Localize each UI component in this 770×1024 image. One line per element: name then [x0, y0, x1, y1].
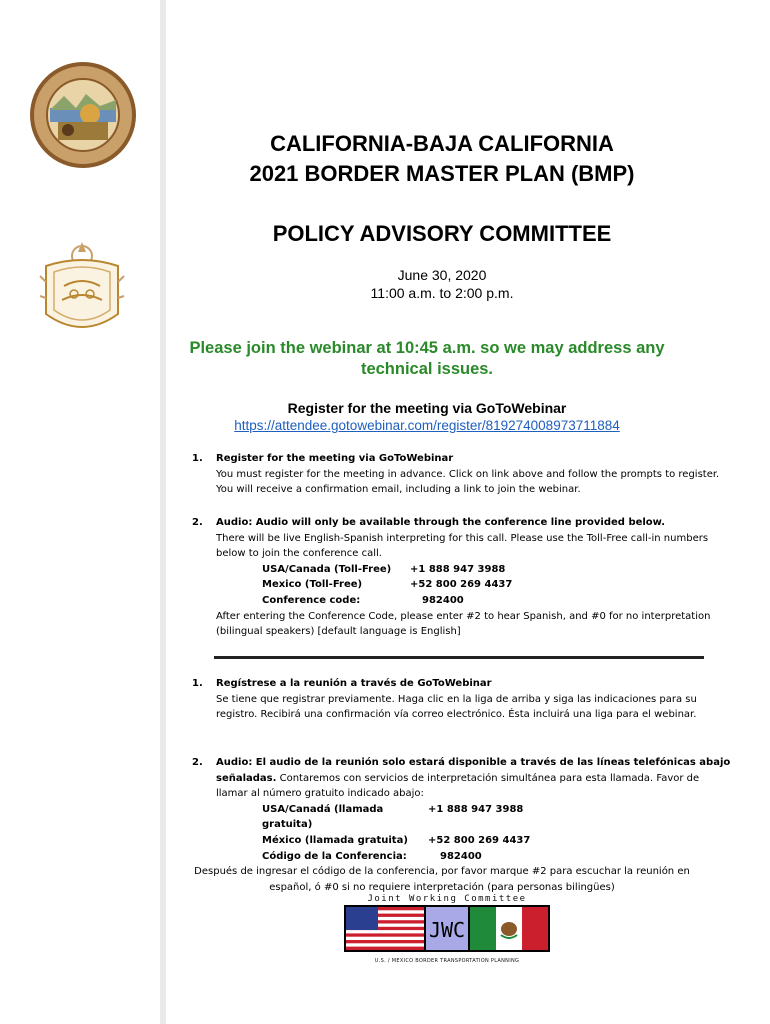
item-after-text: Después de ingresar el código de la conferencia, por favor marque #2 para escuchar la reunión en español, ó #0 si no requiere interpretación (para personas bilingües)	[194, 866, 690, 893]
english-item-2	[172, 515, 732, 640]
phone-row	[216, 593, 732, 609]
item-heading: Register for the meeting via GoToWebinar	[216, 453, 454, 464]
phone-row	[216, 833, 732, 849]
california-state-seal-icon	[28, 60, 138, 170]
item-heading: Audio: Audio will only be available through the conference line provided below.	[216, 517, 666, 528]
item-heading: Audio: El audio de la reunión solo estará disponible a través de las líneas telefónicas abajo señaladas.	[216, 757, 731, 784]
phone-row	[216, 849, 732, 865]
document-page	[172, 0, 770, 1024]
committee-title: POLICY ADVISORY COMMITTEE	[272, 221, 612, 246]
register-heading: Register for the meeting via GoToWebinar	[287, 400, 567, 416]
phone-label: Código de la Conferencia:	[262, 850, 407, 862]
meeting-time: 11:00 a.m. to 2:00 p.m.	[370, 285, 514, 301]
item-text: There will be live English-Spanish interpreting for this call. Please use the Toll-Free call-in numbers below to join the conference call.	[216, 532, 709, 560]
left-sidebar	[0, 0, 166, 1024]
document-title-line-1: CALIFORNIA-BAJA CALIFORNIA	[270, 131, 614, 156]
phone-label: USA/Canadá (llamada gratuita)	[262, 803, 384, 831]
document-title-line-2: 2021 BORDER MASTER PLAN (BMP)	[249, 161, 635, 186]
phone-value: 982400	[440, 850, 482, 862]
baja-california-seal-icon	[34, 236, 130, 342]
phone-value: +1 888 947 3988	[428, 803, 524, 815]
item-number: 2.	[192, 757, 203, 768]
section-divider	[214, 656, 704, 659]
phone-value: 982400	[422, 594, 464, 606]
item-number: 2.	[192, 517, 203, 528]
phone-value: +1 888 947 3988	[410, 563, 506, 575]
jwc-logo-bottom-text: U.S. / MEXICO BORDER TRANSPORTATION PLANNING	[374, 958, 520, 964]
item-number: 1.	[192, 678, 203, 689]
english-item-1	[172, 451, 732, 498]
meeting-date: June 30, 2020	[397, 267, 487, 283]
phone-row	[216, 577, 732, 593]
item-text: Se tiene que registrar previamente. Haga clic en la liga de arriba y siga las indicaciones para su registro. Recibirá una confirmación vía correo electrónico. Ésta incluirá una liga para el webinar.	[216, 693, 697, 721]
jwc-logo-center-text: JWC	[428, 918, 466, 942]
phone-row	[216, 562, 732, 578]
item-heading: Regístrese a la reunión a través de GoToWebinar	[216, 678, 492, 689]
phone-value: +52 800 269 4437	[410, 579, 513, 591]
phone-label: USA/Canada (Toll-Free)	[262, 563, 392, 575]
phone-label: México (llamada gratuita)	[262, 834, 408, 846]
webinar-notice: Please join the webinar at 10:45 a.m. so we may address any technical issues.	[189, 339, 665, 378]
phone-value: +52 800 269 4437	[428, 834, 531, 846]
jwc-flags-icon	[344, 905, 550, 952]
item-text: Contaremos con servicios de interpretación simultánea para esta llamada. Favor de llamar al número gratuito indicado abajo:	[216, 772, 700, 800]
item-after-text: After entering the Conference Code, please enter #2 to hear Spanish, and #0 for no interpretation (bilingual speakers) [default language is English]	[216, 610, 711, 638]
register-link[interactable]: https://attendee.gotowebinar.com/register/819274008973711884	[234, 418, 620, 433]
phone-row	[216, 802, 732, 833]
item-text: You must register for the meeting in advance. Click on link above and follow the prompts to register. You will receive a confirmation email, including a link to join the webinar.	[216, 468, 720, 496]
phone-label: Mexico (Toll-Free)	[262, 579, 363, 591]
phone-label: Conference code:	[262, 594, 361, 606]
jwc-logo	[344, 894, 550, 964]
jwc-logo-top-text: Joint Working Committee	[367, 894, 527, 904]
item-number: 1.	[192, 453, 203, 464]
spanish-item-1	[172, 676, 732, 723]
spanish-item-2	[172, 755, 732, 895]
